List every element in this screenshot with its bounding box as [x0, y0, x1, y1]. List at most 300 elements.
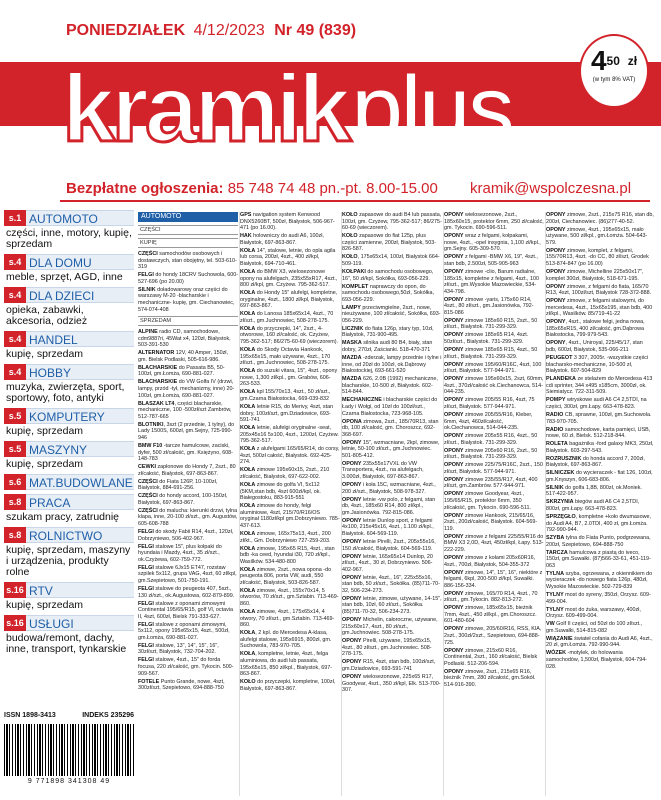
ad-keyword: FELGI [138, 600, 154, 607]
ad-text: wraz z felgami, kołpakami, nowe, 4szt., -opel insygnia, 1,100 zł/kpl., gm.Sejny. 605-309-570. [444, 233, 541, 253]
section-page: s.16 [4, 582, 26, 598]
ad-text: bagażnika -ford galaxy MK3, 250zł, Białystok. 603-297-543. [546, 441, 654, 454]
ad-text: samochodów osobowych i dostawczych, stan obojętny, tel. 503-610-319 [138, 251, 237, 271]
section-entry [4, 364, 134, 404]
price-main: 4 [590, 45, 607, 76]
price-sup: 50 [606, 54, 620, 68]
section-entry [4, 254, 134, 283]
ad-keyword: OPONY [342, 538, 362, 545]
classified-ad [138, 365, 238, 378]
ad-text: zimowe, 2szt., nowa opona -do peugeota 806, porta VW, audi, 550 zł/całość, Białystok, 503-826-587. [240, 566, 332, 586]
ad-keyword: KOŁA [240, 651, 256, 658]
classified-ad [342, 212, 442, 232]
ad-keyword: KOŁA [240, 425, 256, 432]
classified-ad [444, 626, 544, 646]
ad-keyword: KOŁA [240, 247, 256, 254]
ad-text: zimowe do hondy, felgi aluminiowe, 4szt, 215/70/R16/OS oryginał 1180zł/kpl gm.Dobrzyniewo. 785-437-613. [240, 503, 340, 529]
ad-text: do Fiata 126P, 10-100zł, Białystok, 884-691-256. [138, 478, 218, 492]
section-entry [4, 615, 134, 655]
section-page: s.4 [4, 331, 26, 347]
ad-keyword: WIĄZANIE [546, 635, 573, 642]
ad-keyword: OPONY [546, 247, 566, 254]
classified-ad [240, 269, 340, 289]
section-title: PRACA [26, 494, 134, 510]
section-title: DLA DOMU [26, 254, 134, 270]
ad-keyword: OPONY [444, 212, 464, 218]
classified-ad [546, 456, 654, 469]
category-header: AUTOMOTO [138, 212, 238, 222]
classified-ad [342, 638, 442, 658]
classified-ad [138, 601, 238, 621]
ad-text: zimowe, z felgami stalowymi, do mercedesa, 4szt., 15x65x195, stan bdb, 400 zł/kpl., Wasilków. 85/719-41-22 [546, 298, 653, 318]
ad-text: zimowe 235/55/R17, 4szt, 400 zł/szt, gm.Zambrów. 577-944-971. [444, 476, 538, 490]
ad-text: zimowe z kołami 205x60R16, 4szt., 700zł, Białystok, 504-355-372 [444, 554, 536, 568]
ad-text: silnika audi 80 B4, biały, stan dobry, 270zł, Zaścianki. 518-470-371 [342, 340, 433, 354]
ad-keyword: KOŁA [240, 609, 256, 616]
ad-text: ze stelażem do Mercedesa 413 cdi sprinter, 344 x495 x185cm, 3000zł, ok. Siemiatycz. 722-311-509. [546, 376, 653, 396]
classified-ad [444, 570, 544, 590]
classified-ad [138, 401, 238, 421]
section-page: s.4 [4, 364, 26, 380]
section-description: muzyka, zwierzęta, sport, sportowy, foto, antyki [6, 381, 125, 404]
section-entry [4, 474, 134, 490]
ad-text: hamulcowa z piastą do iveco, 150zł, gm.Suwałki. (87)566-33-61, 451-119-063 [546, 549, 651, 569]
ad-keyword: OPONY [342, 496, 362, 503]
ad-keyword: OPONY [444, 268, 464, 275]
classified-ad [138, 657, 238, 677]
section-header [4, 287, 134, 303]
classified-ad [342, 659, 442, 672]
classified-ad [342, 419, 442, 439]
ad-text: wielosezonowe, 225x65 R17, Goodyear, 4szt., 350 zł/kpl, Elk. 513-700-307. [342, 673, 441, 694]
classified-ad [240, 482, 340, 502]
logo [62, 54, 512, 172]
ad-text: zimowe 185x65 R14, 4szt. 50zł/szt., Białystok. 731-299-329. [444, 332, 529, 346]
ad-text: Michelin, całoroczne, używane, 215x60x17, 4szt., 80 zł/szt., gm.Juchnowiec. 508-278-175. [342, 617, 438, 637]
classified-ad [444, 412, 544, 432]
section-title: RTV [26, 582, 134, 598]
classified-ad [138, 272, 238, 285]
classified-ad [138, 422, 238, 442]
ad-text: most do żuka, warszawy, 400zł, Orzysz. 609-499-004. [546, 606, 641, 620]
classified-ad [546, 485, 654, 498]
ads-column-2 [240, 212, 340, 796]
classified-ad [342, 340, 442, 353]
ad-keyword: SILNIK [138, 286, 156, 293]
section-header [4, 441, 134, 457]
ad-keyword: OPONY [546, 298, 566, 305]
ad-text: zimowe 205/55 R16, 4szt, 75 zł/szt, Białystok. 577-944-971. [444, 397, 535, 410]
ad-keyword: KOŁA [240, 467, 256, 474]
ad-keyword: FOTELE [138, 678, 160, 685]
ad-text: wielosezonowe, 2szt., 185x60x15, protektor 6mm, 250 zł/całość, gm. Tykocin. 690-596-511. [444, 212, 544, 232]
ad-text: 15", wzmacniane, 2kpl, zimowe, letnie, 50-100 zł/szt., gm.Juchnowiec. 501-805-412. [342, 439, 440, 459]
classified-ad [240, 567, 340, 587]
classified-ad [138, 464, 238, 477]
classified-ad [546, 636, 654, 649]
ad-list [138, 251, 238, 313]
ad-text: zimowe 195/60/R16C, 4szt, 100 zł/szt, Białystok. 577-944-971. [444, 361, 542, 375]
section-description: budowa/remont, dachy, inne, transport, tynkarskie [6, 632, 127, 655]
section-description: kupię, sprzedam [6, 599, 84, 611]
classified-ad [546, 607, 654, 620]
ad-keyword: KOŁA [240, 268, 256, 275]
ad-text: zimowe Goodyear, 4szt., 195/65/R15, protektor 6mm, 350 zł/całość, gm. Tykocin. 690-596-511. [444, 491, 531, 511]
classified-ad [444, 362, 544, 375]
classified-ad [444, 534, 544, 554]
classified-ad [138, 508, 238, 528]
section-page: s.8 [4, 527, 26, 543]
ad-text: zimowe, 2szt., 215x75 R16, stan db, 200zł, Ciechanowiec. (86)277-40-52. [546, 212, 654, 225]
ad-text: zimowe -yaris, 175x60 R14, 4szt., 80 zł/szt., gm.Jasionówka, 792-815-086 [444, 296, 534, 316]
ad-keyword: FELGI [138, 543, 154, 550]
classified-ad [342, 254, 442, 267]
ad-keyword: OPONY [342, 638, 362, 645]
ad-keyword: OPONY [444, 447, 464, 454]
classified-ad [342, 440, 442, 460]
ad-text: , kompletne +koło dwumasowe, do Audi A4, B7, 2.0TDI, 400 zł, gm.Łomża. 792-990-944. [546, 513, 652, 534]
ad-text: tylna do Fiata Punto, podgrzewana, 200zł, Szepietowo, 694-888-750 [546, 535, 651, 548]
classified-ad [138, 479, 238, 492]
section-entry [4, 331, 134, 360]
classified-ad [240, 233, 340, 246]
classified-ad [444, 269, 544, 295]
classified-ad [444, 254, 544, 267]
ad-keyword: OPONY [444, 569, 464, 576]
classified-ad [444, 347, 544, 360]
classified-ad [138, 643, 238, 656]
ad-keyword: SILNICZEK [546, 470, 575, 477]
classified-ad [342, 674, 442, 694]
ad-text: zimowe, 205/60/R16, RSS, KIA, 2szt., 300zł/2szt., Szepietowo, 694-888-725. [444, 626, 542, 646]
ad-text: zimowe, Michelline 225x50x17", komplet 300zł, Białystok, 518-671-195. [546, 268, 644, 282]
ad-keyword: OPONY [444, 462, 464, 469]
section-entry [4, 408, 134, 437]
ad-text: , 3szt (2 przednie, 1 tylny), do Lady 1500S, 600zł, gm.Sejny, 725-990-946 [138, 421, 235, 441]
ad-keyword: OPONY [342, 460, 362, 467]
section-index [4, 210, 134, 659]
ad-text: Punto Grande, nowe, 4szt, 300zł/szt, Szepietowo, 694-888-750 [138, 678, 225, 692]
ad-keyword: ROLETA [546, 441, 568, 448]
ad-keyword: KOŁA [240, 368, 256, 375]
ad-keyword: SKRZYNIA [546, 499, 574, 506]
section-description: opieka, zabawki, akcesoria, odzież [6, 304, 88, 327]
section-entry [4, 527, 134, 578]
classified-ad [240, 467, 340, 480]
issue-date: 4/12/2023 [193, 22, 265, 39]
ad-keyword: OPONY [546, 319, 566, 326]
ad-keyword: VW [546, 621, 555, 628]
ad-text: letnie -vw polo, z felgami, stan db, 4szt., 185x60 R14, 800 zł/kpl., gm.Jasionówka. 792-815-086. [342, 496, 436, 516]
classified-ad [342, 482, 442, 495]
issue-number: Nr 49 (839) [274, 22, 357, 39]
classified-ad [444, 605, 544, 625]
ad-text: 626, 2.0B (1992) mechaniczne, blacharskie, 10-500 zł, Białystok. 602-514-844. [342, 376, 438, 396]
classified-ad [240, 311, 340, 324]
ad-keyword: OPONY [444, 554, 464, 561]
ad-text: most do syreny, 350zł, Orzysz. 609-499-004. [546, 592, 651, 605]
ad-list [138, 329, 238, 692]
ad-keyword: OPONY [444, 332, 464, 339]
ad-keyword: MASKA [342, 340, 362, 347]
ad-text: do golfa 1,8B, 800zł, ok.Moniek. 517-422-957. [546, 484, 642, 498]
section-page: s.4 [4, 287, 26, 303]
ad-keyword: OPONY [546, 268, 566, 275]
ad-keyword: OPONY [444, 491, 464, 498]
classified-ad [342, 376, 442, 396]
ad-keyword: OPONY [342, 482, 362, 489]
classified-ad [138, 544, 238, 564]
ad-text: 12V, 40 Amper, 150zł, gm. Bielsk Podlaski, 505-616-986. [138, 350, 228, 363]
ad-keyword: BLOTNIKI [138, 421, 164, 428]
ad-keyword: PEUGEOT [546, 355, 573, 361]
classified-ad [546, 269, 654, 282]
logo-plus: plus [351, 58, 513, 160]
ads-contact [66, 180, 438, 197]
ad-keyword: OPONY [342, 659, 362, 666]
ad-keyword: KOŁA [240, 530, 256, 537]
ad-keyword: MECHANICZNE [342, 397, 382, 404]
issn: ISSN 1898-3413 [4, 712, 56, 719]
ad-keyword: KOŁO [342, 233, 358, 240]
ad-keyword: CZĘŚCI [138, 478, 158, 485]
classified-ad [444, 332, 544, 345]
ad-keyword: CEWKI [138, 464, 156, 471]
section-page: s.5 [4, 408, 26, 424]
classified-ad [444, 555, 544, 568]
ad-text: przeciwmgielne, 2szt., nowe, nieużywane, 100 zł/całość, Sokółka, 693-056-229. [342, 304, 441, 324]
classified-ad [546, 499, 654, 512]
ad-text: zimowe 195x60x15, 2szt., 210 zł/całość, Białystok, 697-622-002. [240, 467, 330, 481]
ad-keyword: OPONY [546, 212, 566, 218]
ad-text: do Passata B5, 50-100zł, gm.Łomża, 690-881-027. [138, 364, 225, 378]
ad-text: samochodowe, karta pamięci, USB, nowe, 60 zł, Bielsk. 512-218-844. [546, 426, 651, 440]
ad-text: R15, 4szt, stan bdb, 100zł/szt, gm.Dziadowice, 693-591-741 [342, 659, 436, 672]
classified-ad [240, 290, 340, 310]
classified-ad [444, 591, 544, 604]
ad-keyword: ROZRUSZNIK [546, 455, 582, 462]
ad-keyword: BMW F10 [138, 442, 163, 449]
ad-keyword: OPONY [342, 617, 362, 624]
section-title: KOMPUTERY [26, 408, 134, 424]
section-title: HOBBY [26, 364, 134, 380]
ad-keyword: FELGI [138, 657, 154, 664]
section-title: DLA DZIECI [26, 287, 134, 303]
ad-keyword: KOŁA [240, 325, 256, 332]
classified-ad [546, 514, 654, 534]
ad-keyword: OPONY [444, 647, 464, 654]
ad-text: stalowe 6Jx15 ET47, rozstaw szpilek 5x112, grupa VAG, 4szt, 60 zł/kpl, gm.Szepietowo, 501-750-191. [138, 564, 237, 584]
ad-text: -motylek, do holowania samochodów, 1,500zł, Białystok, 604-794-028. [546, 650, 647, 670]
ad-text: zimowe, 195x65 R15, 4szt., stan bdb -ka ceed, hyundai i30, 720 zł/kpl., Wasilków. 534-480-800 [240, 545, 335, 565]
ad-keyword: FELGI [138, 621, 154, 628]
classified-ad [342, 617, 442, 637]
ad-text: zimowe, 4szt., 155x70x14, 5 otworów, 70 zł/szt., gm.Sztabin. 713-469-860. [240, 587, 339, 608]
ad-keyword: KOŁO [240, 679, 256, 686]
classified-ad [546, 535, 654, 548]
ad-keyword: OPONY [342, 439, 362, 446]
ad-keyword: OPONY [444, 233, 464, 240]
ad-keyword: TYLNY [546, 606, 564, 613]
classified-ad [240, 679, 340, 692]
classified-ad [240, 546, 340, 566]
ad-text: zimowe Hankook, 215/65/16, 2szt., 200zł/całość, Białystok. 604-569-119. [444, 512, 538, 532]
ad-keyword: SZYBA [546, 535, 565, 542]
ad-keyword: KOŁA [240, 403, 256, 410]
ad-keyword: LAMPY [342, 304, 361, 311]
classified-ad [240, 630, 340, 650]
ad-text: stalowe z oponami zimowymi Continental 195/65/R15, golf VI, octavia II, 4szt, 600zł, Bielsk 791-333-627. [138, 600, 233, 620]
ad-keyword: TARCZA [546, 549, 568, 556]
contact-email[interactable]: kramik@wspolczesna.pl [470, 180, 632, 197]
ad-keyword: KOŁA [240, 503, 256, 510]
classified-ad [240, 326, 340, 346]
classified-ad [342, 284, 442, 304]
section-page: s.5 [4, 441, 26, 457]
ad-keyword: RADIO [546, 426, 564, 433]
classified-ad [546, 397, 654, 410]
ad-keyword: SILNIK [546, 484, 564, 491]
section-header [4, 615, 134, 631]
classified-ad [138, 443, 238, 463]
ad-text: , części blacharskie, mechaniczne, 100 -500zł/szt Zambrów, 512-787-665 [138, 400, 232, 420]
subcategory-header: SPRZEDAM [138, 316, 238, 326]
section-header [4, 408, 134, 424]
ad-text: stalowe, 4szt., 15" do forda focusa, 220 zł/całość, gm. Tykocin. 500-909-567. [138, 657, 234, 677]
section-header [4, 582, 134, 598]
ad-keyword: TYLNY [546, 592, 564, 599]
ad-keyword: KOŁA [240, 347, 256, 354]
classified-ad [342, 269, 442, 282]
ad-text: do VW Golfa IV (drzwi, lampy, przód -tył, mechanizmy, inne) 20-100zł, gm.Łomża, 690-881-027. [138, 379, 235, 399]
ad-keyword: OPONY [444, 317, 464, 324]
ad-text: letnie, zimowe, używane, 14-15", stan bdb, 10zł, 60 zł/szt., Sokółka. (85)711-70-32, 506-234-273. [342, 595, 442, 616]
ad-text: letnie, 165x65x14 Dunlop, 20 zł/szt., 4szt., 30 zł, Dobrzyniewo. 506-402-967. [342, 553, 433, 573]
section-entry [4, 494, 134, 523]
classified-ad [546, 592, 654, 605]
section-page: s.16 [4, 615, 26, 631]
section-page: s.6 [4, 474, 26, 490]
ad-keyword: PLANDEKA [546, 376, 576, 383]
section-title: HANDEL [26, 331, 134, 347]
ad-keyword: OPONY [342, 595, 362, 602]
ad-text: biegów audi A6 C4 2,5TDI, 800zł, gm.Łapy. 663-478-823. [546, 499, 640, 512]
classified-ad [342, 518, 442, 538]
ad-keyword: KOŁA [240, 311, 256, 318]
ad-keyword: OPONY [546, 226, 566, 233]
section-page: s.1 [4, 210, 26, 226]
ad-text: do honda accord 7, 200zł, Białystok, 697-863-867. [546, 455, 645, 469]
classified-ad [444, 212, 544, 232]
ad-text: zimowe 205x55 R16, 4szt., 50 zł/szt., Białystok. 731-299-329. [444, 433, 538, 446]
ad-text: 14", stalowe, letnie, do opla agila lub corsa, 200zł, 4szt., 400 zł/kpl, Białystok, 694-710-461. [240, 247, 336, 267]
classified-ad [444, 462, 544, 475]
classified-ad [546, 650, 654, 670]
classified-ad [444, 297, 544, 317]
section-description: kupię, sprzedam, maszyny i urządzenia, produkty rolne [6, 544, 131, 578]
ad-keyword: OPONY [444, 296, 464, 303]
classified-ad [546, 621, 654, 634]
ad-text: zimowe, 165x75x13, 4szt., 200 zł/kt., Gm. Dobrzyniewo 727-259-203. [240, 530, 331, 544]
section-title: AUTOMOTO [26, 210, 134, 226]
ad-text: Pirelli, używane, 195x65x15, 4szt., 80 zł/szt., gm.Juchnowiec. 508-278-175. [342, 638, 432, 658]
classified-ad [240, 212, 340, 232]
ad-text: zimowe, 14", 15", 16", niektóre z felgami, 6kpl, 200-500 zł/kpl, Suwałki. 886-156-334. [444, 569, 543, 589]
ad-keyword: OPONY [444, 254, 464, 261]
ad-text: z alufelgami 165/65/R14, do corsy, 4szt, 500zł całość, Białystok. 692-425-274. [240, 446, 340, 466]
ad-text: zimowe, z felgami do fiata, 165/70 R13, 4szt, 100zł/szt, Białystok 728-372-888. [546, 283, 652, 297]
ad-text: 3 307, 2005r. -wszystkie części blacharsko-mechaniczne, 10-500 zł, Białystok. 607-504-829 [546, 355, 649, 375]
ad-keyword: KOŁA [240, 389, 256, 396]
ad-keyword: OPONY [342, 673, 362, 680]
ad-keyword: OPONY [546, 340, 566, 347]
section-title: USŁUGI [26, 615, 134, 631]
classified-ad [546, 470, 654, 483]
ad-text: stalowe, 13", 14", 15", 16", 30zł/szt, Białystok, 732-704-202. [138, 642, 219, 656]
classified-ad [342, 497, 442, 517]
classified-ad [444, 491, 544, 511]
section-header [4, 210, 134, 226]
classified-ad [138, 529, 238, 542]
ad-text: zimowa, 2szt., 185/70R13, stan db, 100 zł/całość, gm. Choroszcz, 692-368-697. [342, 418, 439, 438]
barcode-issue: 49 [100, 778, 111, 785]
classified-ad [240, 404, 340, 424]
ad-keyword: TYLNA [546, 570, 564, 577]
ad-text: navigation system Kenwood DNX5260BT, 500zł, Białystok, 506-967-471 (po 16.00). [240, 212, 335, 232]
ad-keyword: OPONY [444, 476, 464, 483]
ad-text: szyba, ogrzewana, z okiennikiem do wycieraczek -do nowego fiata 126p, 480zł, Wysokie Mazowieckie. 502-729-839 [546, 570, 653, 591]
ad-text: do wycieraczek - fiat 126, 100zł, gm.Knyszyn, 606-683-806. [546, 470, 653, 483]
section-description: kupię, sprzedam [6, 348, 84, 360]
ad-text: zimowe, 185x65x15, bieżnik 7mm, 4szt., 450 zł/kpl., gm.Choroszcz. 601-480-604 [444, 605, 537, 625]
ad-keyword: RADIO [546, 411, 564, 418]
ad-text: do skody Fabii R14, 4szt., 120zł, Dobrzyniewo, 506-402-967. [138, 529, 234, 542]
ad-keyword: WÓZEK [546, 650, 567, 657]
classified-ad [546, 212, 654, 225]
subcategory-header: CZĘŚCI [138, 225, 238, 235]
ad-text: wtryskowe audi A6 C4 2,5TDI, na części, 300zł, gm.Łapy. 663-478-823. [546, 397, 647, 410]
ad-text: stalowe 15", plus kołpaki do hyundaia i Mazdy, 4szt., 35 zł/szt., ok.Czyżewa, 602-759-772. [138, 543, 222, 563]
ad-keyword: FELGI [138, 585, 154, 592]
ad-keyword: OPONY [342, 553, 362, 560]
ad-text: zimowe, komplet, z felgami, 155/70R13, 4szt. -do CC, 80 zł/szt, Grodek 513-874-847 (po 16.00) [546, 247, 649, 267]
ad-keyword: OPONY [444, 668, 464, 675]
ad-text: , 4szt., Uniroyal, 225/45/17, stan bdb, 600zł, Białystok, 535-066-211 [546, 340, 643, 354]
classified-ad [342, 575, 442, 595]
ad-keyword: OPONY [444, 626, 464, 633]
ad-text: zapasowe do fiat 125p, plus części zamienne, 200zł, Białystok, 503-826-587. [342, 233, 437, 253]
classified-ad [444, 477, 544, 490]
classified-ad [546, 427, 654, 440]
classified-ad [342, 554, 442, 574]
section-description: szukam pracy, zatrudnię [6, 511, 120, 523]
ad-keyword: OPONY [444, 512, 464, 519]
ad-text: letnie Dunlop sport, z felgami 4x100, 215x45x16, 4szt., 1.100 zł/kpl., Białystok. 604-569-119. [342, 517, 434, 537]
section-header [4, 331, 134, 347]
ad-text: zimowe z felgami 225/55/R16 do BMW X3 2,0D, 4szt, 450zł/kpl, Łapy. 513-222-229. [444, 533, 544, 553]
section-entry [4, 287, 134, 327]
section-description: części, inne, motory, kupię, sprzedam [6, 227, 132, 250]
ad-text: i koła 15C, wzmacniane, 4szt., 200 zł/szt., Białystok, 508-978-327. [342, 482, 436, 495]
ad-keyword: OPONY [444, 361, 464, 368]
ad-text: holowniczy do audi A6, 100zł, Białystok, 697-863-867. [240, 233, 324, 246]
ad-keyword: CZĘŚCI [138, 493, 158, 500]
ad-text: radio CD, samochodowe, cdm9887ri, 45Wat x4, 120zł, Białystok, 503-391-530 [138, 329, 231, 349]
ad-text: -tarcze hamulcowe, zaciski, dyfer, 500 zł/całość, gm. Księżyno, 608-148-783 [138, 442, 233, 463]
classified-ad [342, 596, 442, 616]
section-header [4, 364, 134, 380]
classified-ad [444, 648, 544, 668]
